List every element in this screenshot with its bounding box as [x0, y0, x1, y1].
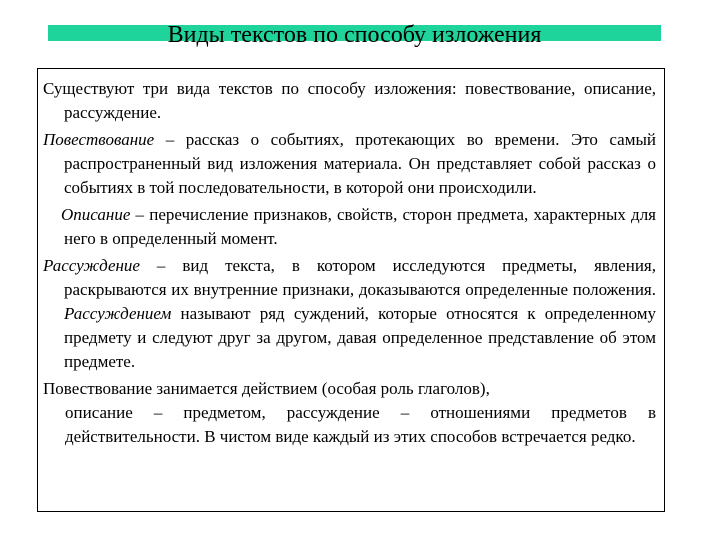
- reasoning-term: Рассуждение: [43, 256, 140, 275]
- narration-term: Повествование: [43, 130, 155, 149]
- reasoning-text-1: – вид текста, в котором исследуются предметы, явления, раскрываются их внутренние признаки, доказываются определенные положения.: [64, 256, 656, 299]
- reasoning-text-2: называют ряд суждений, которые относятся к определенному предмету и следуют друг за другом, давая определенное представление об этом предмете.: [64, 304, 656, 371]
- summary-line-2: описание – предметом, рассуждение – отношениями предметов в действительности. В чистом виде каждый из этих способов встречается редко.: [65, 403, 656, 446]
- content-box: [37, 68, 665, 512]
- description-paragraph: [43, 203, 656, 251]
- description-text: – перечисление признаков, свойств, сторон предмета, характерных для него в определенный момент.: [64, 205, 656, 248]
- page-title: Виды текстов по способу изложения: [167, 22, 542, 48]
- reasoning-term-2: Рассуждением: [64, 304, 172, 323]
- narration-text: – рассказ о событиях, протекающих во времени. Это самый распространенный вид изложения материала. Он представляет собой рассказ о событиях в той последовательности, в которой они происходили.: [64, 130, 656, 197]
- narration-paragraph: [43, 128, 656, 200]
- description-term: Описание: [61, 205, 131, 224]
- summary-line-1: Повествование занимается действием (особая роль глаголов),: [43, 379, 490, 398]
- intro-paragraph: Существуют три вида текстов по способу изложения: повествование, описание, рассуждение.: [43, 79, 656, 122]
- reasoning-paragraph: [43, 254, 656, 374]
